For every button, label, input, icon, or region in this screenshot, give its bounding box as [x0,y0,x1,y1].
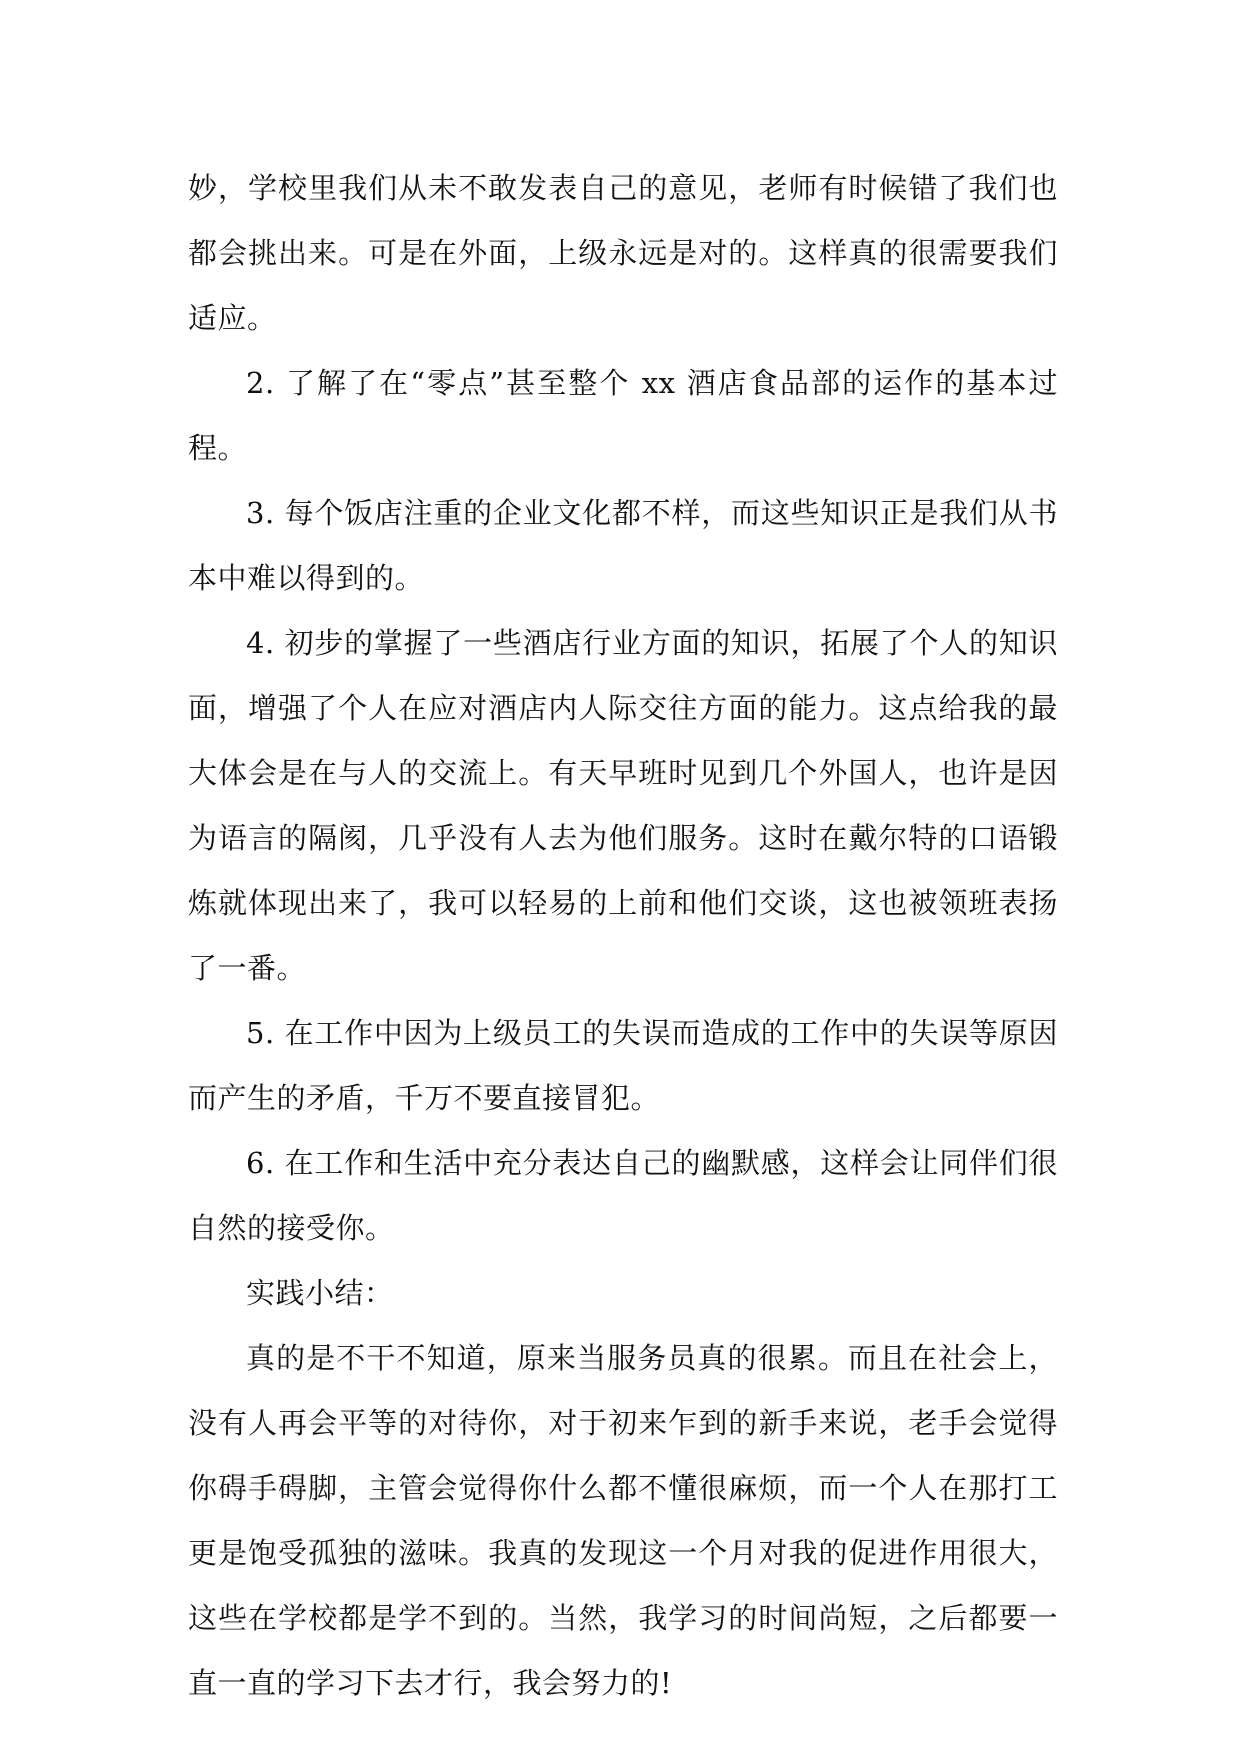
section-heading-summary: 实践小结： [246,1276,394,1310]
paragraph-item-2: 2. 了解了在“零点”甚至整个 xx 酒店食品部的运作的基本过程。 [188,366,1058,465]
document-body [188,156,1058,1716]
paragraph-item-6: 6. 在工作和生活中充分表达自己的幽默感，这样会让同伴们很自然的接受你。 [188,1146,1058,1245]
paragraph-summary: 真的是不干不知道，原来当服务员真的很累。而且在社会上，没有人再会平等的对待你，对于初来乍到的新手来说，老手会觉得你碍手碍脚，主管会觉得你什么都不懂很麻烦，而一个人在那打工更是饱受孤独的滋味。我真的发现这一个月对我的促进作用很大，这些在学校都是学不到的。当然，我学习的时间尚短，之后都要一直一直的学习下去才行，我会努力的! [188,1341,1058,1700]
paragraph-continuation: 妙，学校里我们从未不敢发表自己的意见，老师有时候错了我们也都会挑出来。可是在外面，上级永远是对的。这样真的很需要我们适应。 [188,171,1058,335]
paragraph-item-4: 4. 初步的掌握了一些酒店行业方面的知识，拓展了个人的知识面，增强了个人在应对酒店内人际交往方面的能力。这点给我的最大体会是在与人的交流上。有天早班时见到几个外国人，也许是因为语言的隔阂，几乎没有人去为他们服务。这时在戴尔特的口语锻炼就体现出来了，我可以轻易的上前和他们交谈，这也被领班表扬了一番。 [188,626,1058,985]
paragraph-item-3: 3. 每个饭店注重的企业文化都不样，而这些知识正是我们从书本中难以得到的。 [188,496,1058,595]
paragraph-item-5: 5. 在工作中因为上级员工的失误而造成的工作中的失误等原因而产生的矛盾，千万不要直接冒犯。 [188,1016,1058,1115]
